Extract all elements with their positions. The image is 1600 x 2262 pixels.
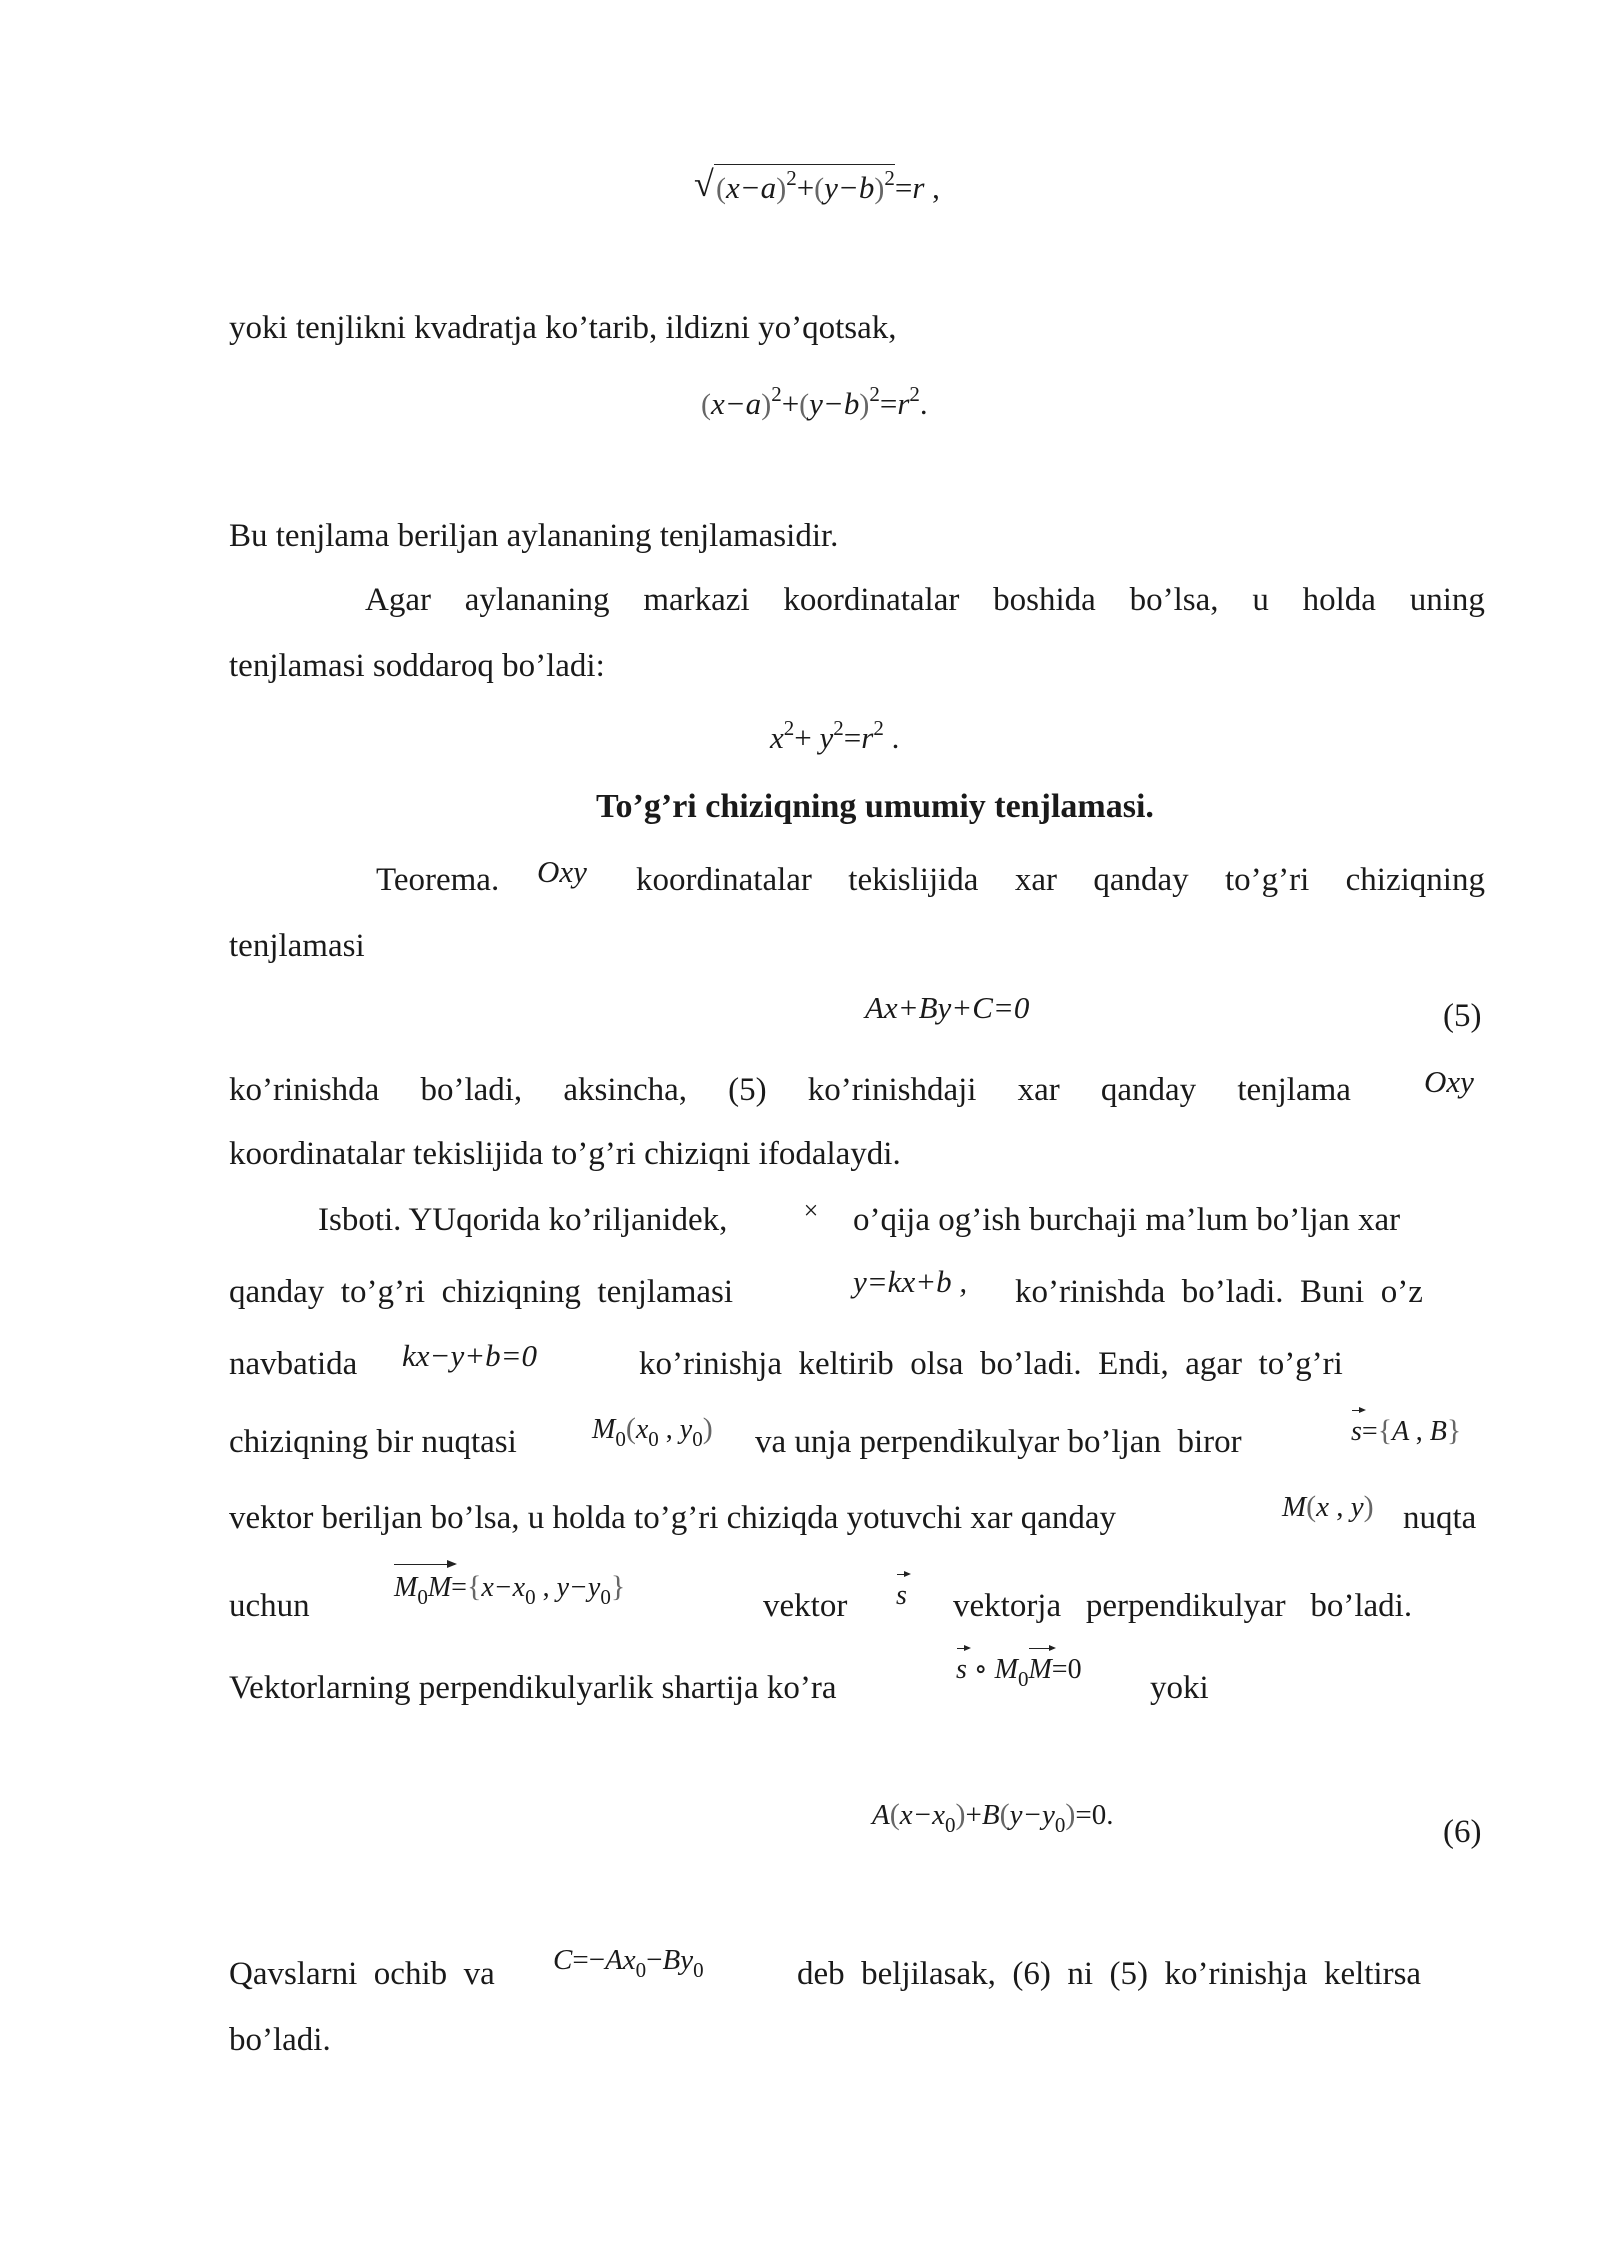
converse-oxy: Oxy <box>1424 1064 1474 1099</box>
converse-line2: koordinatalar tekislijida to’g’ri chiziqni ifodalaydi. <box>229 1136 901 1172</box>
equation-6-number: (6) <box>1443 1814 1482 1850</box>
proof-line3b: ko’rinishja keltirib olsa bo’ladi. Endi, agar to’g’ri <box>639 1346 1343 1382</box>
paragraph-square-both-sides: yoki tenjlikni kvadratja ko’tarib, ildizni yo’qotsak, <box>229 310 897 346</box>
proof-axis-symbol: × <box>802 1196 820 1225</box>
theorem-oxy: Oxy <box>537 854 587 889</box>
proof-line1a: Isboti. YUqorida ko’riljanidek, <box>318 1202 728 1238</box>
theorem-line2: tenjlamasi <box>229 928 365 964</box>
proof-line4-eq2: s ={A , B} <box>1351 1416 1461 1446</box>
theorem-line1: koordinatalar tekislijida xar qanday to’g’ri chiziqning <box>636 862 1485 898</box>
proof-line3-eq: kx−y+b=0 <box>402 1338 538 1373</box>
proof-line5-eq: M(x , y) <box>1282 1490 1374 1523</box>
equation-circle: $(x-a)^2+(y-b)^2=r^2$. <box>701 382 928 421</box>
proof-line4a: chiziqning bir nuqtasi <box>229 1424 517 1460</box>
proof-line6a: uchun <box>229 1588 310 1624</box>
paragraph-circle-equation-statement: Bu tenjlama beriljan aylananing tenjlamasidir. <box>229 518 839 554</box>
proof-line7b: yoki <box>1150 1670 1209 1706</box>
proof-line1b: o’qija og’ish burchaji ma’lum bo’ljan xar <box>853 1202 1401 1238</box>
proof-line5a: vektor beriljan bo’lsa, u holda to’g’ri chiziqda yotuvchi xar qanday <box>229 1500 1117 1536</box>
proof-line6b: vektor <box>763 1588 848 1624</box>
proof-line4-eq: $M_0(x_0$ , $y_0$) <box>592 1412 713 1451</box>
proof-line2b: ko’rinishda bo’ladi. Buni o’z <box>1015 1274 1423 1310</box>
equation-circle-origin: $x^2+ y^2=r^2$ . <box>770 716 900 755</box>
equation-distance-sqrt: √ $(x-a)^2+(y-b)^2=r$ , <box>694 164 940 205</box>
proof-line2-eq: y=kx+b , <box>853 1264 968 1299</box>
proof-line7-eq: s ∘ $M_0M$ =0 <box>956 1656 1082 1690</box>
converse-line1: ko’rinishda bo’ladi, aksincha, (5) ko’rinishdaji xar qanday tenjlama <box>229 1072 1351 1108</box>
final-line1a: Qavslarni ochib va <box>229 1956 495 1992</box>
proof-line7a: Vektorlarning perpendikulyarlik shartija ko’ra <box>229 1670 837 1706</box>
paragraph-origin-line1: Agar aylananing markazi koordinatalar boshida bo’lsa, u holda uning <box>365 582 1485 618</box>
theorem-label: Teorema. <box>376 862 500 898</box>
final-line2: bo’ladi. <box>229 2022 331 2058</box>
proof-line2a: qanday to’g’ri chiziqning tenjlamasi <box>229 1274 734 1310</box>
final-line1b: deb beljilasak, (6) ni (5) ko’rinishja keltirsa <box>797 1956 1422 1992</box>
proof-line6-eq: $M_0M$ $=\{x-x_0$ , $y-y_0$} <box>394 1572 625 1608</box>
section-heading: To’g’ri chiziqning umumiy tenjlamasi. <box>596 788 1154 825</box>
equation-5: Ax+By+C=0 <box>865 990 1030 1025</box>
proof-line6-s: s <box>896 1582 907 1610</box>
paragraph-origin-line2: tenjlamasi soddaroq bo’ladi: <box>229 648 605 684</box>
proof-line5b: nuqta <box>1403 1500 1477 1536</box>
equation-5-number: (5) <box>1443 998 1482 1034</box>
proof-line3a: navbatida <box>229 1346 358 1382</box>
proof-line4b: va unja perpendikulyar bo’ljan biror <box>755 1424 1242 1460</box>
equation-6: $A(x-x_0)+B(y-y_0)=0$. <box>872 1798 1114 1837</box>
proof-line6c: vektorja perpendikulyar bo’ladi. <box>953 1588 1413 1624</box>
final-line1-eq: $C=-Ax_0-By_0$ <box>553 1944 704 1982</box>
